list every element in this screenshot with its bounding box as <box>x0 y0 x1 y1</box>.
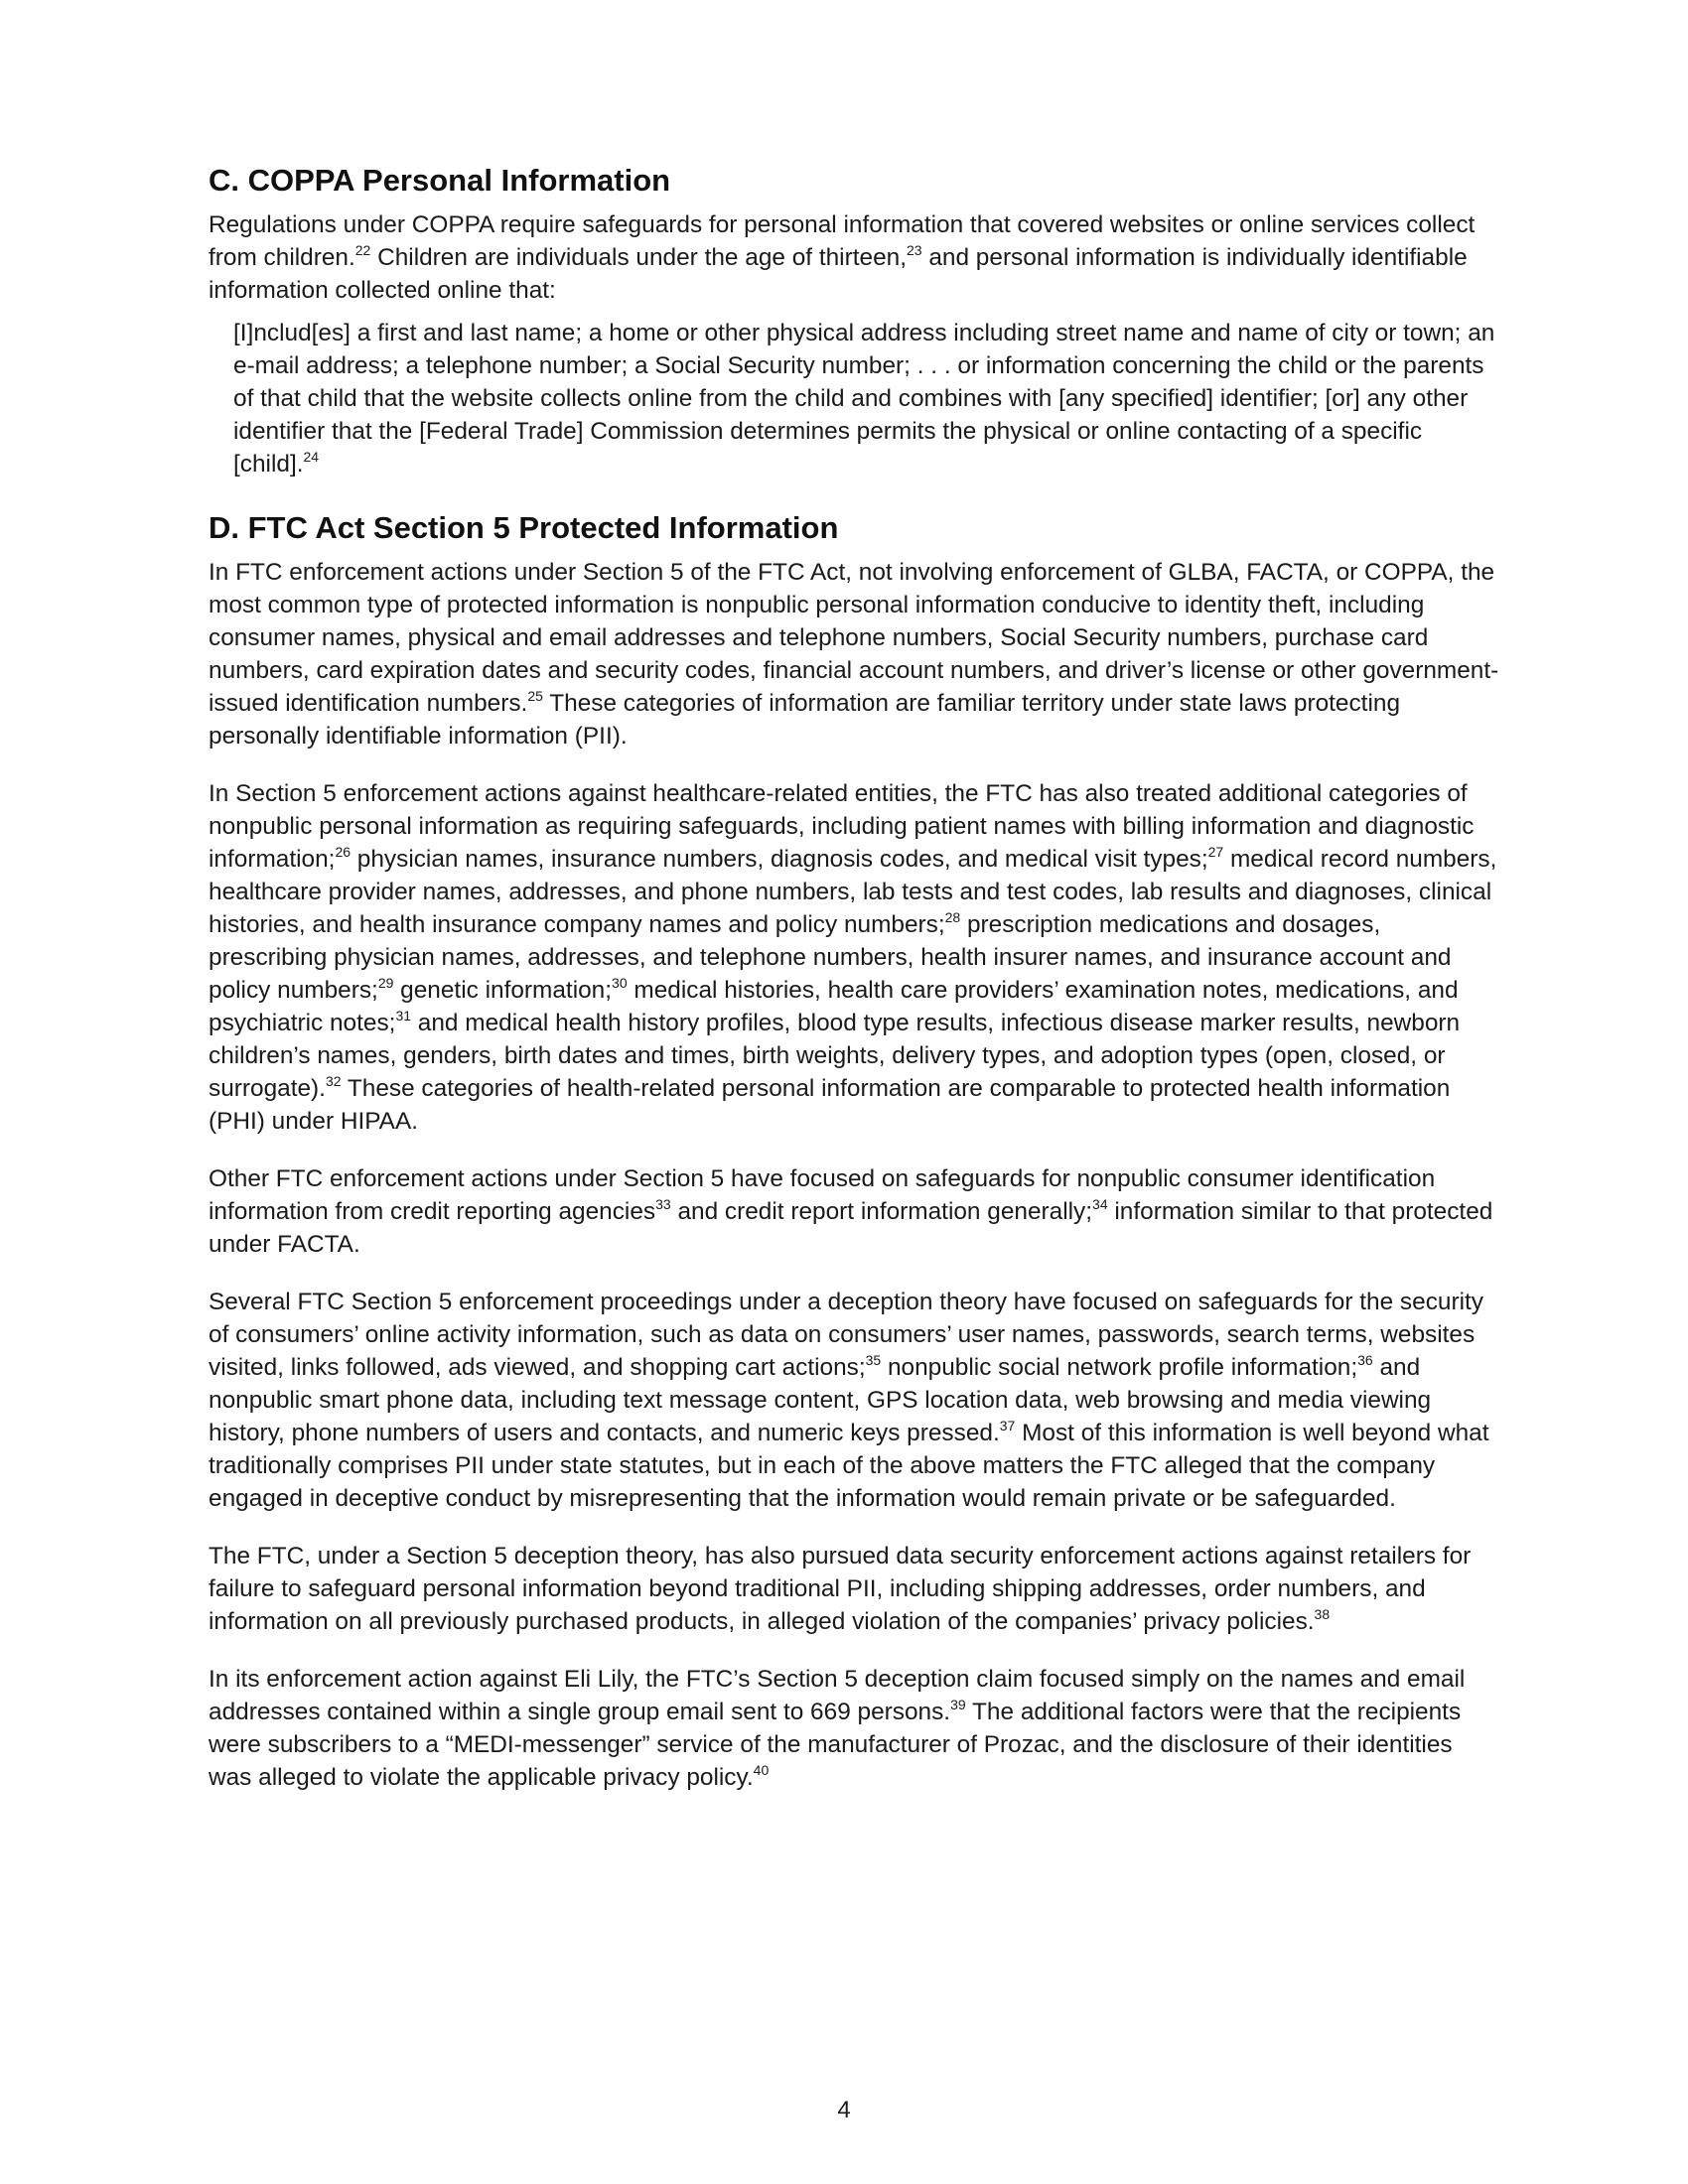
text-run: and personal information is individually identifiable information collected online that: <box>209 244 1468 304</box>
footnote-ref: 26 <box>335 844 352 860</box>
page-number: 4 <box>837 2097 851 2123</box>
section-heading: D. FTC Act Section 5 Protected Information <box>209 510 839 545</box>
text-run: In its enforcement action against Eli Lily, the FTC’s Section 5 deception claim focused simply on the names and email addresses contained within a single group email sent to 669 persons. <box>209 1666 1466 1725</box>
footnote-ref: 27 <box>1207 844 1224 860</box>
text-run: Most of this information is well beyond what traditionally comprises PII under state statutes, but in each of the above matters the FTC alleged that the company engaged in deceptive conduct by misrepresenting that the information would remain private or be safeguarded. <box>209 1420 1489 1512</box>
page-content <box>209 161 1499 1819</box>
footnote-ref: 40 <box>753 1762 770 1778</box>
text-run: and medical health history profiles, blood type results, infectious disease marker results, newborn children’s names, genders, birth dates and times, birth weights, delivery types, and adoption types (open, closed, or surrogate). <box>209 1010 1461 1102</box>
footnote-ref: 28 <box>944 909 961 925</box>
footnote-ref: 36 <box>1357 1352 1373 1368</box>
footnote-ref: 33 <box>655 1196 671 1212</box>
text-run: These categories of health-related personal information are comparable to protected health information (PHI) under HIPAA. <box>209 1075 1451 1135</box>
paragraph <box>209 1286 1499 1515</box>
footnote-ref: 24 <box>303 449 320 465</box>
text-run: The additional factors were that the recipients were subscribers to a “MEDI-messenger” service of the manufacturer of Prozac, and the disclosure of their identities was alleged to violate the applicable privacy policy. <box>209 1699 1462 1791</box>
footnote-ref: 31 <box>395 1008 412 1024</box>
paragraph <box>209 556 1499 752</box>
text-run: information similar to that protected under FACTA. <box>209 1198 1493 1258</box>
paragraph <box>209 777 1499 1138</box>
text-run: The FTC, under a Section 5 deception theory, has also pursued data security enforcement actions against retailers for failure to safeguard personal information beyond traditional PII, including shipping addresses, order numbers, and information on all previously purchased products, in alleged violation of the companies’ privacy policies. <box>209 1543 1472 1635</box>
footnote-ref: 37 <box>999 1418 1016 1433</box>
text-run: medical histories, health care providers’ examination notes, medications, and psychiatric notes; <box>209 977 1459 1036</box>
text-run: genetic information; <box>393 977 613 1004</box>
text-run: In FTC enforcement actions under Section 5 of the FTC Act, not involving enforcement of GLBA, FACTA, or COPPA, the most common type of protected information is nonpublic personal information conducive to identity theft, including consumer names, physical and email addresses and telephone numbers, Social Security numbers, purchase card numbers, card expiration dates and security codes, financial account numbers, and driver’s license or other government-issued identification numbers. <box>209 559 1499 717</box>
paragraph <box>209 208 1499 307</box>
section-coppa <box>209 161 1499 480</box>
text-run: medical record numbers, healthcare provider names, addresses, and phone numbers, lab tests and test codes, lab results and diagnoses, clinical histories, and health insurance company names and policy numbers; <box>209 846 1497 938</box>
text-run: These categories of information are familiar territory under state laws protecting personally identifiable information (PII). <box>209 690 1401 750</box>
footnote-ref: 22 <box>354 242 371 258</box>
footnote-ref: 38 <box>1314 1606 1331 1622</box>
section-heading: C. COPPA Personal Information <box>209 163 671 198</box>
section-ftc-act <box>209 508 1499 1794</box>
footnote-ref: 29 <box>377 975 394 991</box>
paragraph <box>209 1540 1499 1638</box>
text-run: [I]nclud[es] a first and last name; a home or other physical address including street name and name of city or town; an e-mail address; a telephone number; a Social Security number; . . . or information concerning the child or the parents of that child that the website collects online from the child and combines with [any specified] identifier; [or] any other identifier that the [Federal Trade] Commission determines permits the physical or online contacting of a specific [child]. <box>233 320 1495 478</box>
footnote-ref: 35 <box>865 1352 882 1368</box>
text-run: Regulations under COPPA require safeguards for personal information that covered websites or online services collect from children. <box>209 211 1476 271</box>
text-run: and credit report information generally; <box>670 1198 1093 1225</box>
text-run: Several FTC Section 5 enforcement proceedings under a deception theory have focused on safeguards for the security of consumers’ online activity information, such as data on consumers’ user names, passwords, search terms, websites visited, links followed, ads viewed, and shopping cart actions; <box>209 1289 1483 1381</box>
footnote-ref: 39 <box>950 1697 966 1712</box>
footnote-ref: 30 <box>612 975 628 991</box>
text-run: Children are individuals under the age of thirteen, <box>370 244 907 271</box>
footnote-ref: 32 <box>325 1073 342 1089</box>
footnote-ref: 23 <box>906 242 922 258</box>
text-run: prescription medications and dosages, prescribing physician names, addresses, and telephone numbers, health insurer names, and insurance account and policy numbers; <box>209 911 1452 1004</box>
paragraph <box>209 1663 1499 1794</box>
footnote-ref: 25 <box>527 688 543 704</box>
text-run: physician names, insurance numbers, diagnosis codes, and medical visit types; <box>351 846 1208 873</box>
text-run: and nonpublic smart phone data, including text message content, GPS location data, web browsing and media viewing history, phone numbers of users and contacts, and numeric keys pressed. <box>209 1354 1432 1446</box>
text-run: nonpublic social network profile information; <box>881 1354 1358 1381</box>
block-quote <box>233 317 1499 480</box>
text-run: Other FTC enforcement actions under Section 5 have focused on safeguards for nonpublic consumer identification information from credit reporting agencies <box>209 1165 1436 1225</box>
text-run: In Section 5 enforcement actions against healthcare-related entities, the FTC has also treated additional categories of nonpublic personal information as requiring safeguards, including patient names with billing information and diagnostic information; <box>209 780 1475 873</box>
paragraph <box>209 1162 1499 1261</box>
footnote-ref: 34 <box>1092 1196 1108 1212</box>
